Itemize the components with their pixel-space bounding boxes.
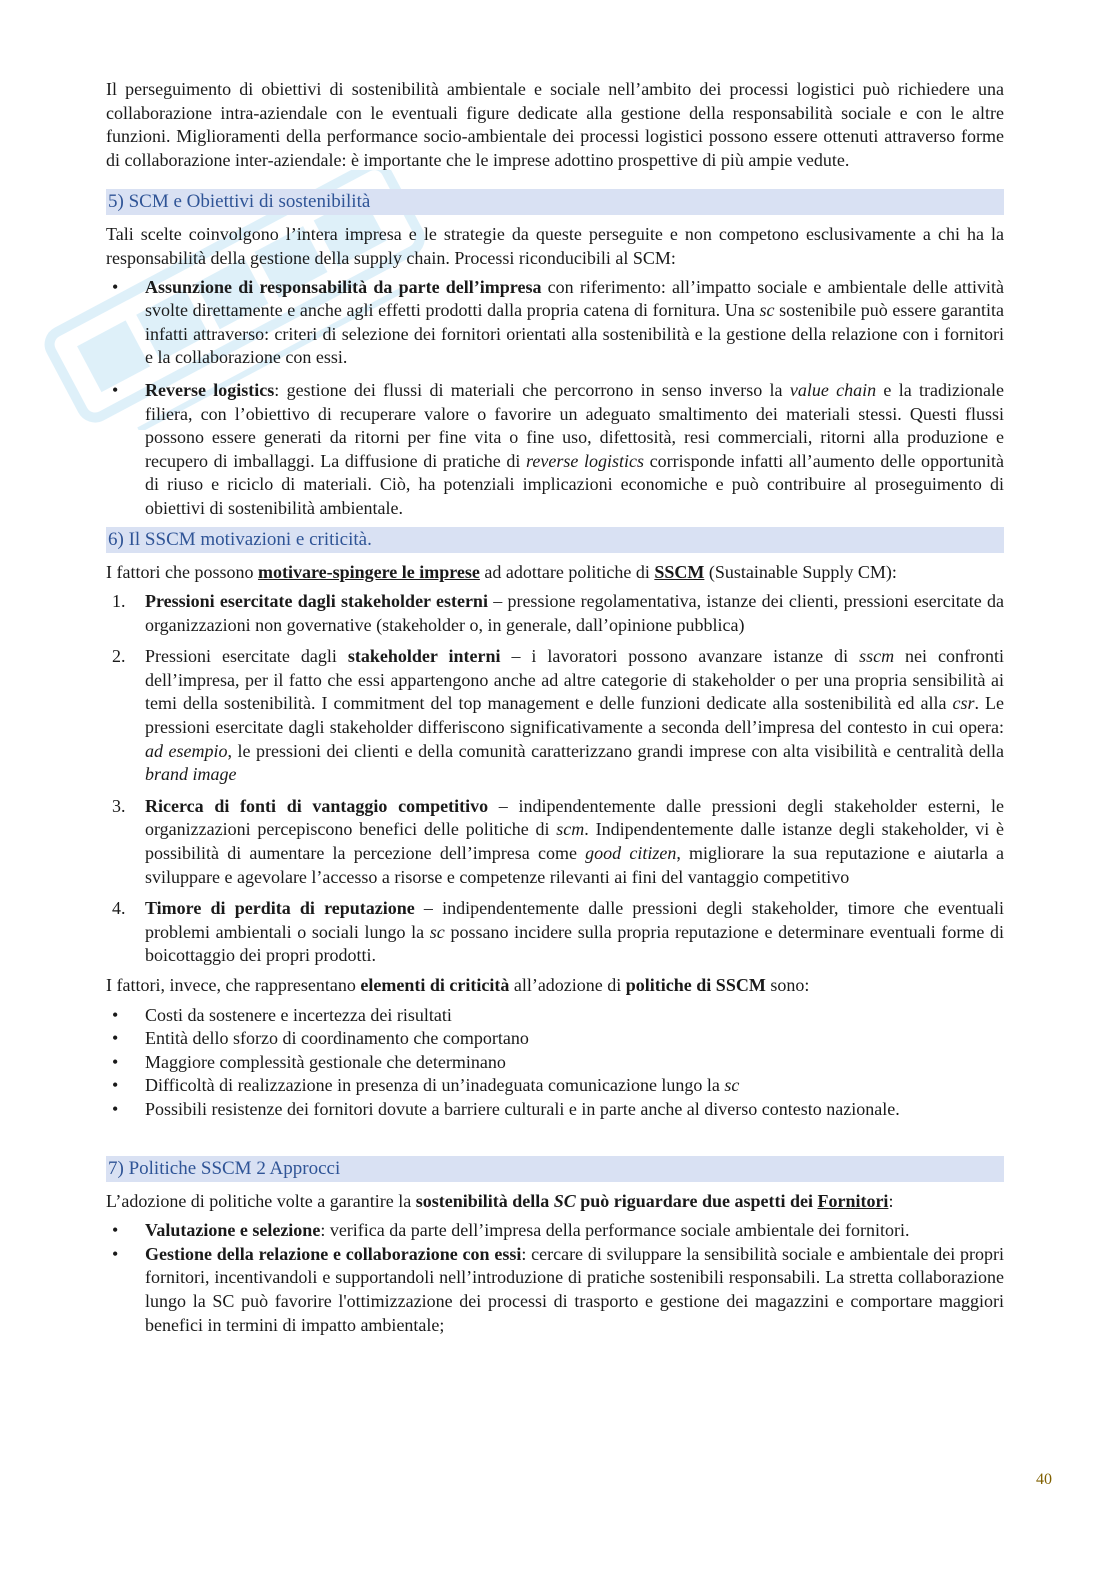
section-6-intro: I fattori che possono motivare-spingere le imprese ad adottare politiche di SSCM (Sustainable Supply CM): xyxy=(106,561,897,582)
list-item: • Possibili resistenze dei fornitori dovute a barriere culturali e in parte anche al diverso contesto nazionale. xyxy=(106,1098,1004,1122)
section-7-heading: 7) Politiche SSCM 2 Approcci xyxy=(106,1156,1004,1182)
list-item: • Difficoltà di realizzazione in presenza di un’inadeguata comunicazione lungo la sc xyxy=(106,1074,1004,1098)
section-6-numbered-list xyxy=(106,590,1004,968)
list-item: • Gestione della relazione e collaborazione con essi: cercare di sviluppare la sensibilità sociale e ambientale dei propri fornitori, incentivandoli e supportandoli nell’introduzione di pratiche sostenibili responsabili. La stretta collaborazione lungo la SC può favorire l'ottimizzazione dei processi di trasporto e gestione dei magazzini e comportare maggiori benefici in termini di impatto ambientale; xyxy=(106,1243,1004,1337)
section-7-bullet-list xyxy=(106,1219,1004,1337)
page-number: 40 xyxy=(1036,1471,1052,1488)
list-item: 4. Timore di perdita di reputazione – indipendentemente dalle pressioni degli stakeholder, timore che eventuali problemi ambientali o sociali lungo la sc possano incidere sulla propria reputazione e determinare eventuali forme di boicottaggio dei propri prodotti. xyxy=(112,898,1005,966)
section-6-criticality-intro: I fattori, invece, che rappresentano elementi di criticità all’adozione di politiche di SSCM sono: xyxy=(106,975,810,995)
list-item: 2. Pressioni esercitate dagli stakeholder interni – i lavoratori possono avanzare istanze di sscm nei confronti dell’impresa, per il fatto che essi appartengono anche ad altre categorie di stakeholder o per una propria sensibilità ai temi della sostenibilità. I commitment del top management e delle funzioni dedicate alla sostenibilità ed alla csr. Le pressioni esercitate dagli stakeholder differiscono significativamente a seconda dell’impresa del contesto in cui opera: ad esempio, le pressioni dei clienti e della comunità caratterizzano grandi imprese con alta visibilità e centralità della brand image xyxy=(112,646,1005,785)
list-item: • Maggiore complessità gestionale che determinano xyxy=(106,1051,1004,1075)
list-item: 1. Pressioni esercitate dagli stakeholder esterni – pressione regolamentativa, istanze dei clienti, pressioni esercitate da organizzazioni non governative (stakeholder o, in generale, dall’opinione pubblica) xyxy=(112,591,1005,635)
section-7-intro: L’adozione di politiche volte a garantire la sostenibilità della SC può riguardare due aspetti dei Fornitori: xyxy=(106,1190,894,1211)
section-6-criticality-list xyxy=(106,1004,1004,1122)
intro-paragraph: Il perseguimento di obiettivi di sostenibilità ambientale e sociale nell’ambito dei processi logistici può richiedere una collaborazione intra-aziendale con le eventuali figure dedicate alla gestione della responsabilità sociale e con le altre funzioni. Miglioramenti della performance socio-ambientale dei processi logistici possono essere ottenuti attraverso forme di collaborazione inter-aziendale: è importante che le imprese adottino prospettive di più ampie vedute. xyxy=(106,79,1004,170)
list-item: • Entità dello sforzo di coordinamento che comportano xyxy=(106,1027,1004,1051)
section-5-bullet-list xyxy=(106,276,1004,521)
list-item: • Assunzione di responsabilità da parte dell’impresa con riferimento: all’impatto sociale e ambientale delle attività svolte direttamente e anche agli effetti prodotti dalla propria catena di fornitura. Una sc sostenibile può essere garantita infatti attraverso: criteri di selezione dei fornitori orientati alla sostenibilità e la gestione della relazione con i fornitori e la collaborazione con essi. xyxy=(106,276,1004,370)
list-item: • Reverse logistics: gestione dei flussi di materiali che percorrono in senso inverso la value chain e la tradizionale filiera, con l’obiettivo di recuperare valore o favorire un adeguato smaltimento dei materiali stessi. Questi flussi possono essere generati da ritorni per fine vita o fine uso, difettosità, resi commerciali, ritorni alla produzione e recupero di imballaggi. La diffusione di pratiche di reverse logistics corrisponde infatti all’aumento delle opportunità di riuso e riciclo di materiali. Ciò, ha potenziali implicazioni economiche e può contribuire al proseguimento di obiettivi di sostenibilità ambientale. xyxy=(106,379,1004,521)
section-6-heading: 6) Il SSCM motivazioni e criticità. xyxy=(106,527,1004,553)
list-item: 3. Ricerca di fonti di vantaggio competitivo – indipendentemente dalle pressioni degli stakeholder esterni, le organizzazioni percepiscono benefici delle politiche di scm. Indipendentemente dalle istanze degli stakeholder, vi è possibilità di aumentare la percezione dell’impresa come good citizen, migliorare la sua reputazione e aiutarla a sviluppare e agevolare l’accesso a risorse e competenze rilevanti ai fini del vantaggio competitivo xyxy=(112,795,1005,887)
list-item: • Costi da sostenere e incertezza dei risultati xyxy=(106,1004,1004,1028)
section-5-heading: 5) SCM e Obiettivi di sostenibilità xyxy=(106,189,1004,215)
document-body xyxy=(106,78,1004,1337)
section-5-paragraph: Tali scelte coinvolgono l’intera impresa e le strategie da queste perseguite e non competono esclusivamente a chi ha la responsabilità della gestione della supply chain. Processi riconducibili al SCM: xyxy=(106,224,1004,268)
list-item: • Valutazione e selezione: verifica da parte dell’impresa della performance sociale ambientale dei fornitori. xyxy=(106,1219,1004,1243)
